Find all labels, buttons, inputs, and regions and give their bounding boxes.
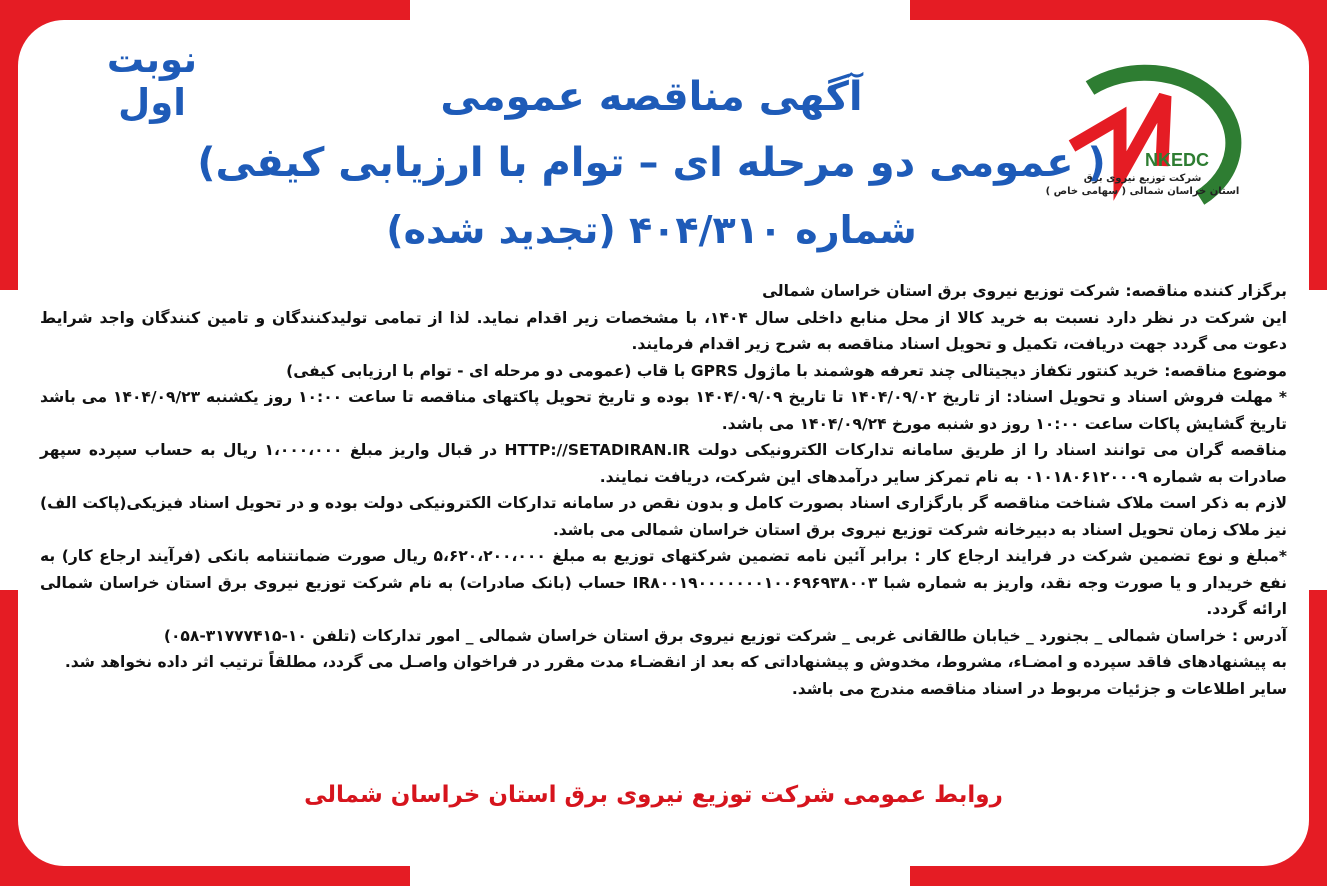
frame-gap-bottom xyxy=(410,864,910,886)
logo-company-line2: استان خراسان شمالی ( سهامی خاص ) xyxy=(1045,186,1240,197)
logo-company-line1: شرکت توزیع نیروی برق xyxy=(1083,173,1202,184)
documents-paragraph: مناقصه گران می توانند اسناد را از طریق سامانه تدارکات الکترونیکی دولت HTTP://SETADIRAN.IR در قبال واریز مبلغ ۱،۰۰۰،۰۰۰ ریال به حساب سپرده سپهر صادرات به شماره ۰۱۰۱۸۰۶۱۲۰۰۰۹ به نام تمرکز سایر درآمدهای این شرکت، دریافت نمایند. xyxy=(40,441,1287,486)
title-line-3: شماره ۴۰۴/۳۱۰ (تجدید شده) xyxy=(386,208,917,252)
round-label: نوبت اول xyxy=(106,38,198,124)
intro-paragraph: این شرکت در نظر دارد نسبت به خرید کالا از محل منابع داخلی سال ۱۴۰۴، با مشخصات زیر اقدام نماید. لذا از تمامی تولیدکنندگان و تامین کنندگان واجد شرایط دعوت می گردد جهت دریافت، تکمیل و تحویل اسناد مناقصه به شرح زیر اقدام فرمایند. xyxy=(40,308,1287,353)
logo-brand-text: NKEDC xyxy=(1145,150,1210,170)
details-paragraph: سایر اطلاعات و جزئیات مربوط در اسناد مناقصه مندرج می باشد. xyxy=(791,679,1287,698)
title-line-2: ( عمومی دو مرحله ای – توام با ارزیابی کیفی) xyxy=(197,140,1106,186)
title-line-1: آگهی مناقصه عمومی xyxy=(440,74,863,120)
footer-signature: روابط عمومی شرکت توزیع نیروی برق استان خراسان شمالی xyxy=(304,782,1003,808)
frame-gap-right xyxy=(1307,290,1327,590)
criteria-paragraph: لازم به ذکر است ملاک شناخت مناقصه گر بارگزاری اسناد بصورت کامل و بدون نقص در سامانه تدارکات الکترونیکی دولت بوده و در تحویل اسناد فیزیکی(پاکت الف) نیز ملاک زمان تحویل اسناد به دبیرخانه شرکت توزیع نیروی برق استان خراسان شمالی می باشد. xyxy=(40,494,1287,539)
announcement-body xyxy=(40,278,1287,702)
deadline-paragraph: * مهلت فروش اسناد و تحویل اسناد: از تاریخ ۱۴۰۴/۰۹/۰۲ تا تاریخ ۱۴۰۴/۰۹/۰۹ بوده و تاریخ تحویل پاکتهای مناقصه تا ساعت ۱۰:۰۰ روز یکشنبه ۱۴۰۴/۰۹/۲۳ می باشد تاریخ گشایش پاکات ساعت ۱۰:۰۰ روز دو شنبه مورخ ۱۴۰۴/۰۹/۲۴ می باشد. xyxy=(40,388,1287,433)
rejection-paragraph: به پیشنهادهای فاقد سپرده و امضـاء، مشروط، مخدوش و پیشنهاداتی که بعد از انقضـاء مدت مقرر در فراخوان واصـل می گردد، مطلقاً ترتیب اثر داده نخواهد شد. xyxy=(64,653,1287,671)
guarantee-paragraph: *مبلغ و نوع تضمین شرکت در فرایند ارجاع کار : برابر آئین نامه تضمین شرکتهای توزیع به مبلغ ۵،۶۲۰،۲۰۰،۰۰۰ ریال صورت ضمانتنامه بانکی (فرآیند ارجاع کار) به نفع خریدار و یا صورت وجه نقد، واریز به شماره شبا IR۸۰۰۱۹۰۰۰۰۰۰۰۱۰۰۶۹۶۹۳۸۰۰۳ حساب (بانک صادرات) به نام شرکت توزیع نیروی برق استان خراسان شمالی ارائه گردد. xyxy=(40,547,1287,618)
frame-gap-left xyxy=(0,290,20,590)
frame-gap-top xyxy=(410,0,910,22)
address-paragraph: آدرس : خراسان شمالی _ بجنورد _ خیابان طالقانی غربی _ شرکت توزیع نیروی برق استان خراسان شمالی _ امور تدارکات (تلفن ۱۰-۳۱۷۷۷۴۱۵-۰۵۸) xyxy=(163,626,1287,645)
subject-paragraph: موضوع مناقصه: خرید کنتور تکفاز دیجیتالی چند تعرفه هوشمند با ماژول GPRS با قاب (عمومی دو مرحله ای - توام با ارزیابی کیفی) xyxy=(286,361,1287,380)
organizer-paragraph: برگزار کننده مناقصه: شرکت توزیع نیروی برق استان خراسان شمالی xyxy=(762,282,1287,300)
